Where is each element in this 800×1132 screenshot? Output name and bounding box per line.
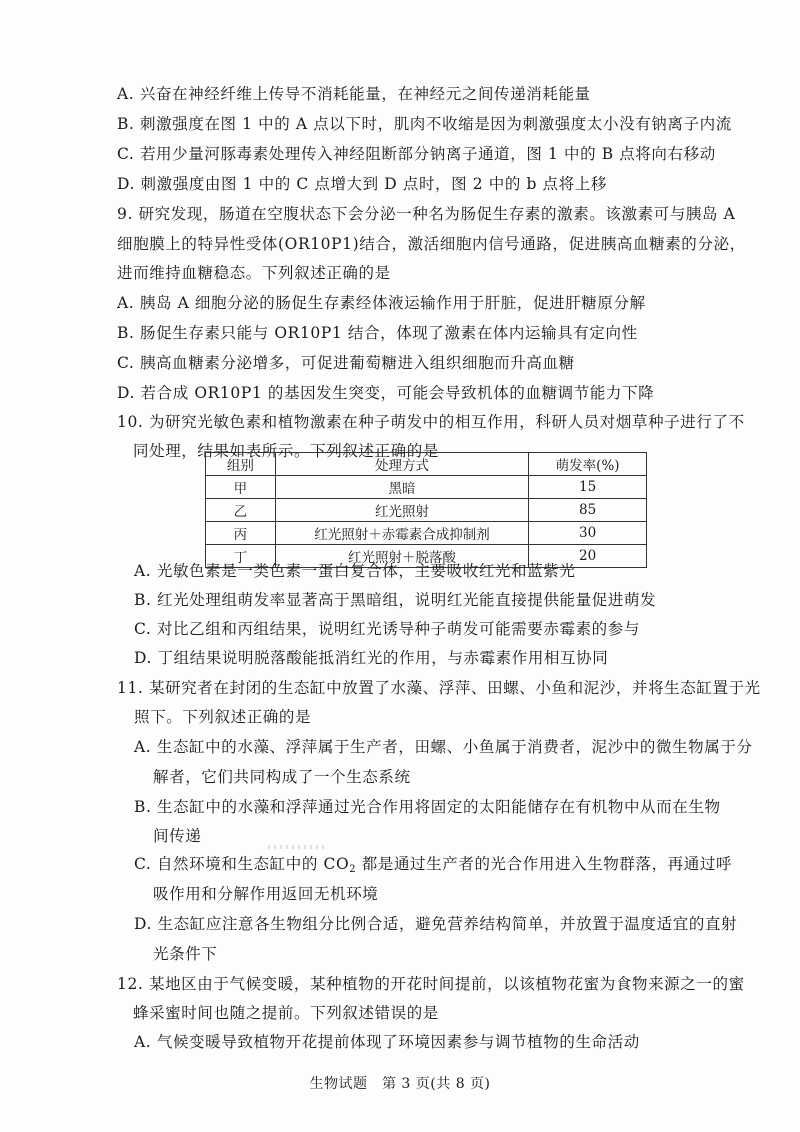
table-row (206, 476, 647, 499)
q12-stem-line-2: 蜂采蜜时间也随之提前。下列叙述错误的是 (133, 1004, 439, 1022)
q11-option-a-line-2: 解者，它们共同构成了一个生态系统 (153, 768, 411, 786)
q10-option-b: B. 红光处理组萌发率显著高于黑暗组，说明红光能直接提供能量促进萌发 (134, 591, 657, 609)
q11-option-c-line-1 (134, 853, 732, 881)
q11-option-d-line-2: 光条件下 (153, 945, 218, 963)
table-header-row (206, 453, 647, 476)
table-cell: 20 (529, 545, 647, 568)
q9-option-b: B. 肠促生存素只能与 OR10P1 结合，体现了激素在体内运输具有定向性 (117, 324, 638, 342)
table-cell: 30 (529, 522, 647, 545)
q11-option-a-line-1: A. 生态缸中的水藻、浮萍属于生产者，田螺、小鱼属于消费者，泥沙中的微生物属于分 (134, 738, 753, 756)
scan-smudge (268, 845, 328, 849)
q9-option-d: D. 若合成 OR10P1 的基因发生突变，可能会导致机体的血糖调节能力下降 (117, 384, 655, 402)
q10-option-d: D. 丁组结果说明脱落酸能抵消红光的作用，与赤霉素作用相互协同 (134, 649, 609, 667)
q11-stem-line-1: 11. 某研究者在封闭的生态缸中放置了水藻、浮萍、田螺、小鱼和泥沙，并将生态缸置于光 (117, 679, 761, 697)
subscript-2: 2 (349, 864, 357, 875)
table-cell: 15 (529, 476, 647, 499)
q10-stem-line-1: 10. 为研究光敏色素和植物激素在种子萌发中的相互作用，科研人员对烟草种子进行了不 (117, 413, 745, 431)
q11-option-d-line-1: D. 生态缸应注意各生物组分比例合适，避免营养结构简单，并放置于温度适宜的直射 (134, 915, 738, 933)
results-table (205, 452, 647, 568)
page-footer: 生物试题 第 3 页(共 8 页) (309, 1076, 491, 1092)
q9-stem-line-1: 9. 研究发现，肠道在空腹状态下会分泌一种名为肠促生存素的激素。该激素可与胰岛 A (117, 205, 736, 223)
q11-option-c-text-pre: C. 自然环境和生态缸中的 CO (134, 855, 350, 873)
q8-option-c: C. 若用少量河豚毒素处理传入神经阻断部分钠离子通道，图 1 中的 B 点将向右移动 (117, 145, 716, 163)
q10-option-a: A. 光敏色素是一类色素一蛋白复合体，主要吸收红光和蓝紫光 (134, 562, 576, 580)
q12-option-a: A. 气候变暖导致植物开花提前体现了环境因素参与调节植物的生命活动 (134, 1033, 640, 1051)
table-cell: 乙 (206, 499, 276, 522)
q9-stem-line-3: 进而维持血糖稳态。下列叙述正确的是 (117, 264, 391, 282)
table-cell: 85 (529, 499, 647, 522)
table-row (206, 499, 647, 522)
q9-stem-line-2: 细胞膜上的特异性受体(OR10P1)结合，激活细胞内信号通路，促进胰高血糖素的分泌， (117, 235, 746, 253)
table-cell: 甲 (206, 476, 276, 499)
table-row (206, 522, 647, 545)
q10-stem-line-2: 同处理，结果如表所示。下列叙述正确的是 (133, 442, 439, 460)
q9-option-c: C. 胰高血糖素分泌增多，可促进葡萄糖进入组织细胞而升高血糖 (117, 354, 575, 372)
q10-option-c: C. 对比乙组和丙组结果，说明红光诱导种子萌发可能需要赤霉素的参与 (134, 620, 640, 638)
q12-stem-line-1: 12. 某地区由于气候变暖，某种植物的开花时间提前，以该植物花蜜为食物来源之一的蜜 (117, 975, 745, 993)
q8-option-a: A. 兴奋在神经纤维上传导不消耗能量，在神经元之间传递消耗能量 (117, 85, 591, 103)
table-cell: 红光照射 (275, 499, 528, 522)
table-header-cell: 组别 (206, 453, 276, 476)
table-cell: 红光照射＋脱落酸 (275, 545, 528, 568)
q11-option-c-line-2: 吸作用和分解作用返回无机环境 (153, 885, 379, 903)
table-cell: 丙 (206, 522, 276, 545)
table-cell: 黑暗 (275, 476, 528, 499)
table-header-cell: 萌发率(%) (529, 453, 647, 476)
q11-option-b-line-2: 间传递 (153, 827, 202, 845)
q9-option-a: A. 胰岛 A 细胞分泌的肠促生存素经体液运输作用于肝脏，促进肝糖原分解 (117, 294, 646, 312)
q11-option-b-line-1: B. 生态缸中的水藻和浮萍通过光合作用将固定的太阳能储存在有机物中从而在生物 (134, 798, 721, 816)
q11-stem-line-2: 照下。下列叙述正确的是 (134, 708, 312, 726)
q8-option-d: D. 刺激强度由图 1 中的 C 点增大到 D 点时，图 2 中的 b 点将上移 (117, 175, 607, 193)
q11-option-c-text-post: 都是通过生产者的光合作用进入生物群落，再通过呼 (356, 855, 733, 873)
q8-option-b: B. 刺激强度在图 1 中的 A 点以下时，肌肉不收缩是因为刺激强度太小没有钠离子内流 (117, 115, 732, 133)
table-header-cell: 处理方式 (275, 453, 528, 476)
table-cell: 红光照射＋赤霉素合成抑制剂 (275, 522, 528, 545)
table-cell: 丁 (206, 545, 276, 568)
